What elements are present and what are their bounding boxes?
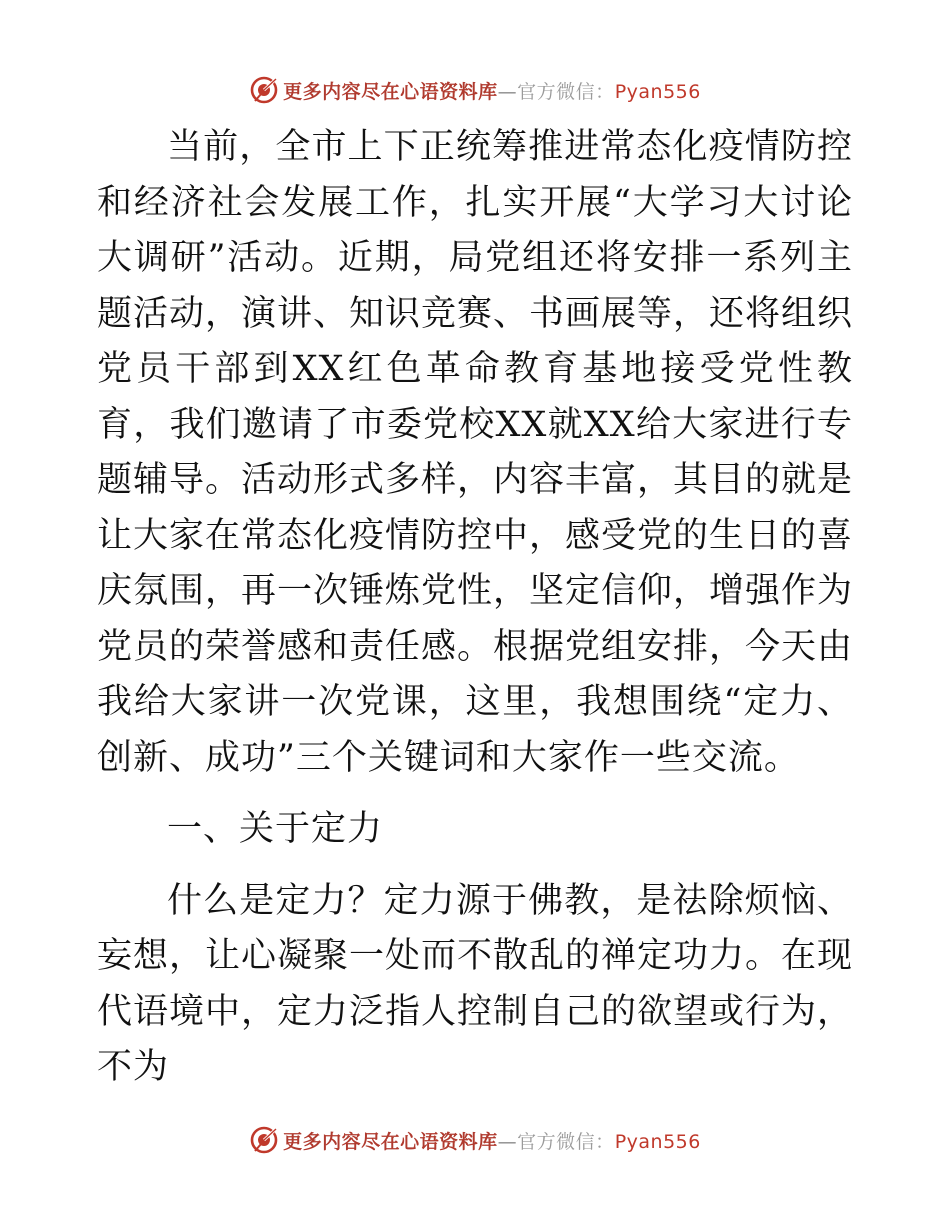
watermark-text bbox=[283, 77, 701, 104]
logo-icon bbox=[249, 75, 279, 105]
logo-icon bbox=[249, 1125, 279, 1155]
watermark-wechat-id: Pyan556 bbox=[614, 80, 701, 103]
header-watermark bbox=[0, 72, 950, 108]
watermark-wechat-label: 官方微信： bbox=[517, 80, 615, 103]
watermark-library-text: 更多内容尽在心语资料库 bbox=[283, 80, 498, 103]
section-heading: 一、关于定力 bbox=[167, 809, 384, 849]
watermark-wechat-id: Pyan556 bbox=[614, 1130, 701, 1153]
watermark-wechat-label: 官方微信： bbox=[517, 1130, 615, 1153]
document-body bbox=[97, 120, 853, 1096]
body-paragraph: 什么是定力？定力源于佛教，是祛除烦恼、妄想，让心凝聚一处而不散乱的禅定功力。在现代语境中，定力泛指人控制自己的欲望或行为，不为 bbox=[97, 880, 854, 1087]
watermark-library-text: 更多内容尽在心语资料库 bbox=[283, 1130, 498, 1153]
watermark-text bbox=[283, 1127, 701, 1154]
watermark-separator: — bbox=[497, 80, 518, 103]
body-paragraph: 当前，全市上下正统筹推进常态化疫情防控和经济社会发展工作，扎实开展“大学习大讨论大调研”活动。近期，局党组还将安排一系列主题活动，演讲、知识竞赛、书画展等，还将组织党员干部到XX红色革命教育基地接受党性教育，我们邀请了市委党校XX就XX给大家进行专题辅导。活动形式多样，内容丰富，其目的就是让大家在常态化疫情防控中，感受党的生日的喜庆氛围，再一次锤炼党性，坚定信仰，增强作为党员的荣誉感和责任感。根据党组安排，今天由我给大家讲一次党课，这里，我想围绕“定力、创新、成功”三个关键词和大家作一些交流。 bbox=[97, 127, 854, 778]
watermark-separator: — bbox=[497, 1130, 518, 1153]
footer-watermark bbox=[0, 1122, 950, 1158]
